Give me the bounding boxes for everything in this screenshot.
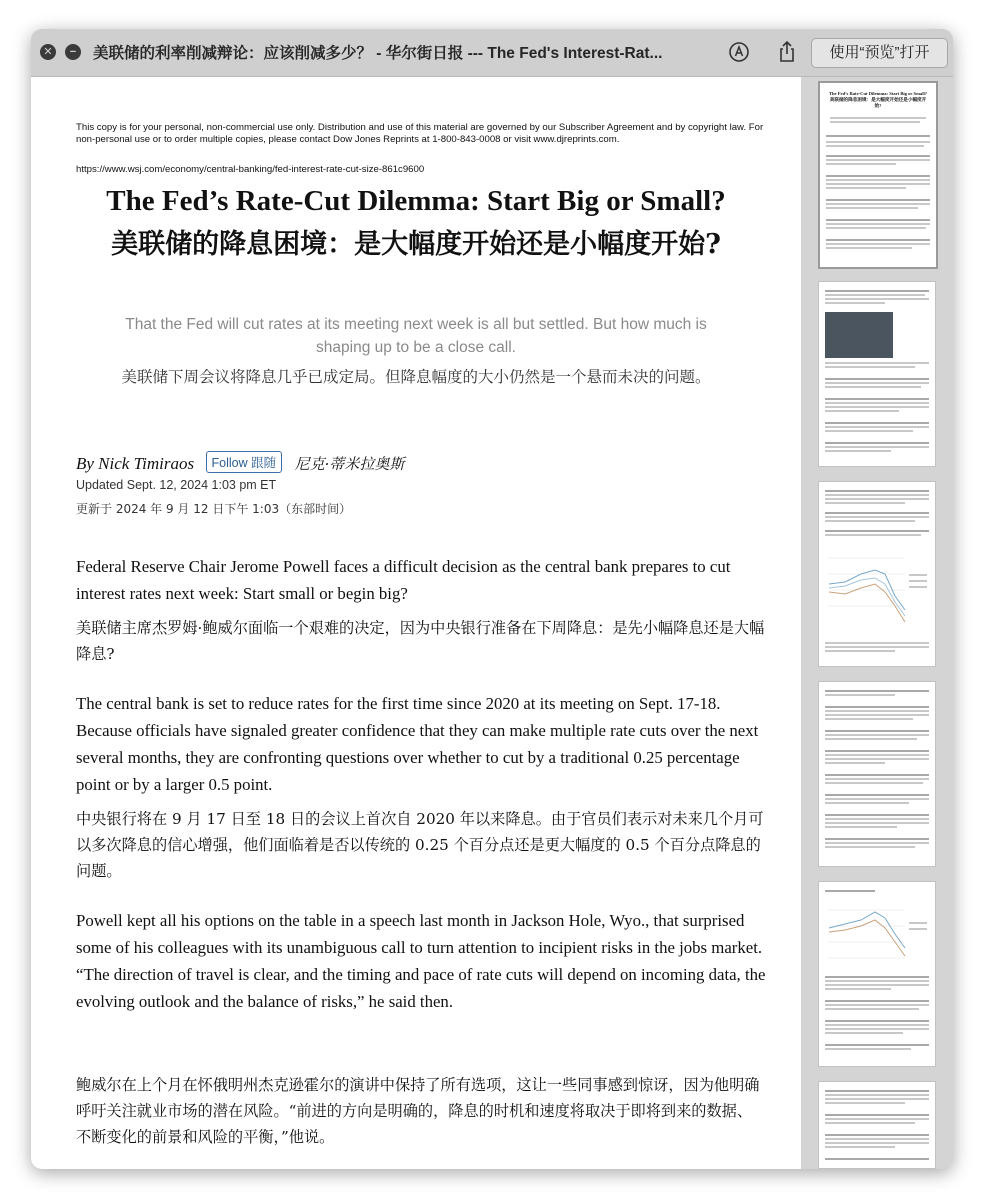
paragraph-3-english: Powell kept all his options on the table in a speech last month in Jackson Hole, Wyo., that surprised some of his colleagues with its unambiguous call to turn attention to incipient risks in the jobs market. “The direction of travel is clear, and the timing and pace of rate cuts will depend on incoming data, the evolving outlook and the balance of risks,” he said then. xyxy=(76,911,766,1011)
author-name-chinese: 尼克·蒂米拉奥斯 xyxy=(294,455,405,473)
page-thumbnail-1[interactable] xyxy=(818,81,938,269)
page-thumbnail-4[interactable] xyxy=(818,681,936,867)
minimize-icon[interactable]: − xyxy=(65,44,81,60)
preview-window xyxy=(31,29,953,1169)
page-thumbnail-5[interactable] xyxy=(818,881,936,1067)
page-thumbnails-sidebar[interactable] xyxy=(801,77,953,1169)
reprint-notice: This copy is for your personal, non-commercial use only. Distribution and use of this material are governed by our Subscriber Agreement and by copyright law. For non-personal use or to order multiple copies, please contact Dow Jones Reprints at 1-800-843-0008 or visit www.djreprints.com. xyxy=(76,122,764,145)
thumbnail-chart xyxy=(825,898,929,968)
updated-timestamp-chinese: 更新于 2024 年 9 月 12 日下午 1:03（东部时间） xyxy=(76,502,352,516)
thumbnail-title xyxy=(828,91,928,109)
title-bar xyxy=(31,29,953,77)
author-name[interactable]: By Nick Timiraos xyxy=(76,454,195,473)
paragraph-1-english: Federal Reserve Chair Jerome Powell faces a difficult decision as the central bank prepares to cut interest rates next week: Start small or begin big? xyxy=(76,557,731,603)
page-thumbnail-2[interactable] xyxy=(818,281,936,467)
subheadline-chinese: 美联储下周会议将降息几乎已成定局。但降息幅度的大小仍然是一个悬而未决的问题。 xyxy=(121,368,711,386)
page-thumbnail-3[interactable] xyxy=(818,481,936,667)
article-url[interactable]: https://www.wsj.com/economy/central-banking/fed-interest-rate-cut-size-861c9600 xyxy=(76,164,425,175)
thumbnail-title-english: The Fed’s Rate-Cut Dilemma: Start Big or Small? xyxy=(828,91,928,96)
markup-pen-icon[interactable] xyxy=(726,39,752,65)
updated-timestamp: Updated Sept. 12, 2024 1:03 pm ET xyxy=(76,478,277,492)
close-icon[interactable]: ✕ xyxy=(40,44,56,60)
subheadline-english: That the Fed will cut rates at its meeting next week is all but settled. But how much is shaping up to be a close call. xyxy=(125,316,707,356)
headline-chinese: 美联储的降息困境：是大幅度开始还是小幅度开始? xyxy=(111,229,721,260)
open-in-preview-button[interactable]: 使用“预览”打开 xyxy=(811,38,948,68)
window-title: 美联储的利率削减辩论：应该削减多少？ - 华尔街日报 --- The Fed's Interest-Rat... xyxy=(93,45,663,62)
share-icon[interactable] xyxy=(774,39,800,65)
thumbnail-title-chinese: 美联储的降息困境：是大幅度开始还是小幅度开始? xyxy=(829,97,927,108)
thumbnail-photo xyxy=(825,312,893,358)
thumbnail-chart xyxy=(825,544,929,632)
byline xyxy=(76,451,404,474)
follow-button[interactable]: Follow 跟随 xyxy=(206,451,283,473)
paragraph-3-chinese: 鲍威尔在上个月在怀俄明州杰克逊霍尔的演讲中保持了所有选项，这让一些同事感到惊讶，因为他明确呼吁关注就业市场的潜在风险。“前进的方向是明确的，降息的时机和速度将取决于即将到来的数据、不断变化的前景和风险的平衡，”他说。 xyxy=(76,1076,760,1146)
headline-english: The Fed’s Rate-Cut Dilemma: Start Big or Small? xyxy=(106,185,726,217)
paragraph-1-chinese: 美联储主席杰罗姆·鲍威尔面临一个艰难的决定，因为中央银行准备在下周降息：是先小幅降息还是大幅降息? xyxy=(76,619,765,663)
document-page[interactable] xyxy=(31,77,801,1169)
paragraph-2-chinese: 中央银行将在 9 月 17 日至 18 日的会议上首次自 2020 年以来降息。由于官员们表示对未来几个月可以多次降息的信心增强，他们面临着是否以传统的 0.25 个百分点还是更大幅度的 0.5 个百分点降息的问题。 xyxy=(76,810,764,880)
page-thumbnail-6[interactable] xyxy=(818,1081,936,1169)
paragraph-2-english: The central bank is set to reduce rates for the first time since 2020 at its meeting on Sept. 17-18. Because officials have signaled greater confidence that they can make multiple rate cuts over the next several months, they are confronting questions over whether to cut by a traditional 0.25 percentage point or by a larger 0.5 point. xyxy=(76,694,759,794)
